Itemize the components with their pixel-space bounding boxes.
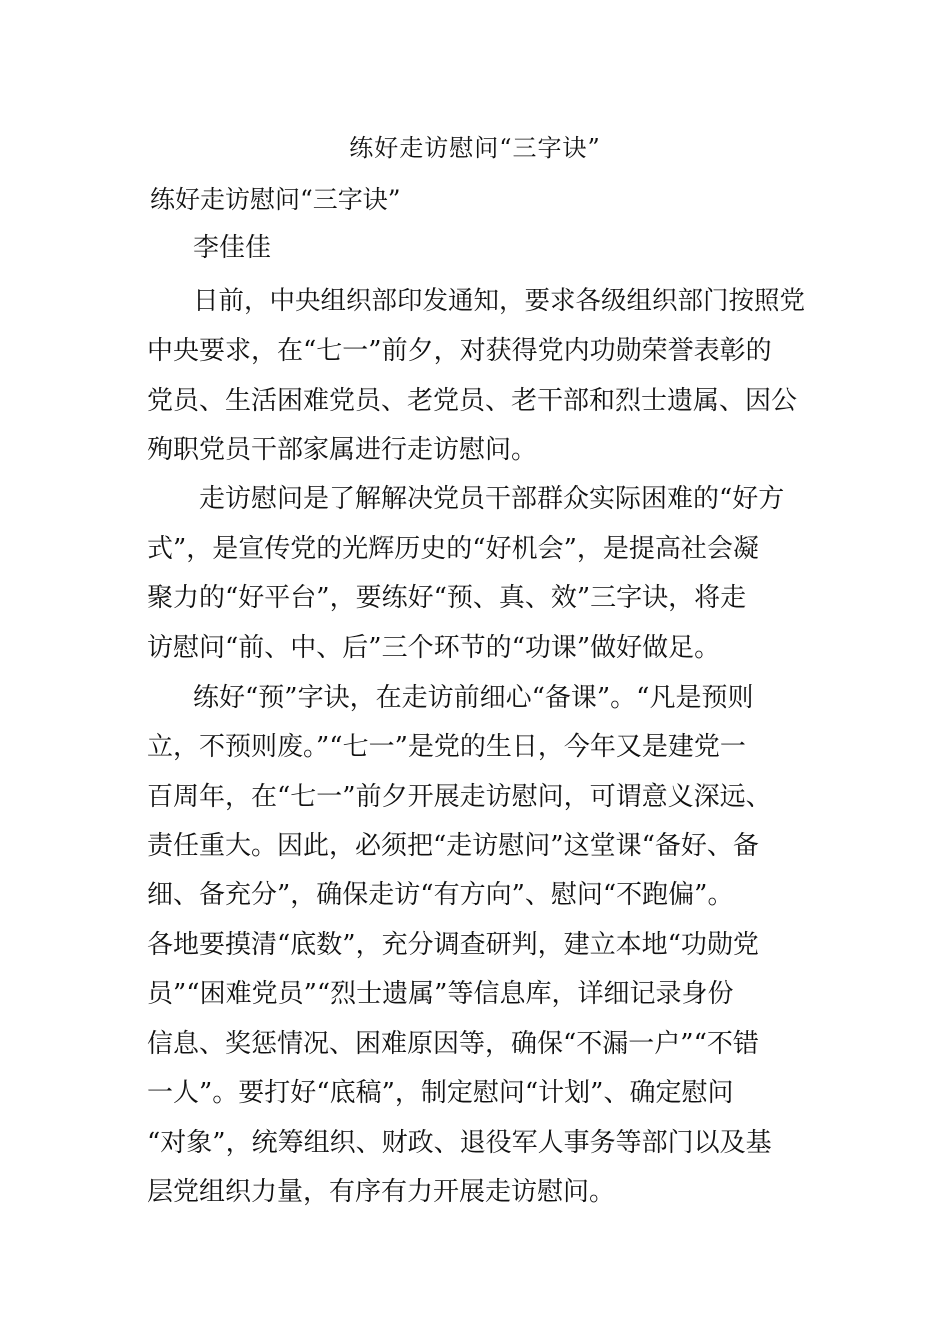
author-name: 李佳佳 (193, 233, 272, 263)
paragraph-1-line-4: 殉职党员干部家属进行走访慰问。 (147, 435, 538, 465)
paragraph-1-line-2: 中央要求，在“七一”前夕，对获得党内功勋荣誉表彰的 (147, 336, 772, 366)
paragraph-3-line-6: 各地要摸清“底数”，充分调查研判，建立本地“功勋党 (147, 930, 759, 960)
paragraph-3-line-3: 百周年，在“七一”前夕开展走访慰问，可谓意义深远、 (147, 782, 772, 812)
paragraph-3-line-7: 员”“困难党员”“烈士遗属”等信息库，详细记录身份 (147, 979, 734, 1009)
paragraph-3-line-11: 层党组织力量，有序有力开展走访慰问。 (147, 1177, 616, 1207)
paragraph-3-line-4: 责任重大。因此，必须把“走访慰问”这堂课“备好、备 (147, 831, 759, 861)
paragraph-3-line-1: 练好“预”字诀，在走访前细心“备课”。“凡是预则 (193, 683, 754, 713)
document-subtitle: 练好走访慰问“三字诀” (150, 185, 401, 214)
paragraph-3-line-10: “对象”，统筹组织、财政、退役军人事务等部门以及基 (147, 1128, 772, 1158)
paragraph-3-line-5: 细、备充分”，确保走访“有方向”、慰问“不跑偏”。 (147, 880, 734, 910)
paragraph-3-line-2: 立，不预则废。”“七一”是党的生日，今年又是建党一 (147, 732, 746, 762)
paragraph-3-line-8: 信息、奖惩情况、困难原因等，确保“不漏一户”“不错 (147, 1029, 759, 1059)
paragraph-3-line-9: 一人”。要打好“底稿”，制定慰问“计划”、确定慰问 (147, 1078, 734, 1108)
paragraph-2-line-3: 聚力的“好平台”，要练好“预、真、效”三字诀，将走 (147, 583, 747, 613)
document-title: 练好走访慰问“三字诀” (349, 134, 601, 162)
paragraph-2-line-1: 走访慰问是了解解决党员干部群众实际困难的“好方 (199, 484, 785, 514)
paragraph-1-line-1: 日前，中央组织部印发通知，要求各级组织部门按照党 (193, 286, 806, 316)
paragraph-1-line-3: 党员、生活困难党员、老党员、老干部和烈士遗属、因公 (147, 386, 798, 416)
paragraph-2-line-4: 访慰问“前、中、后”三个环节的“功课”做好做足。 (147, 633, 721, 663)
paragraph-2-line-2: 式”，是宣传党的光辉历史的“好机会”，是提高社会凝 (147, 534, 759, 564)
